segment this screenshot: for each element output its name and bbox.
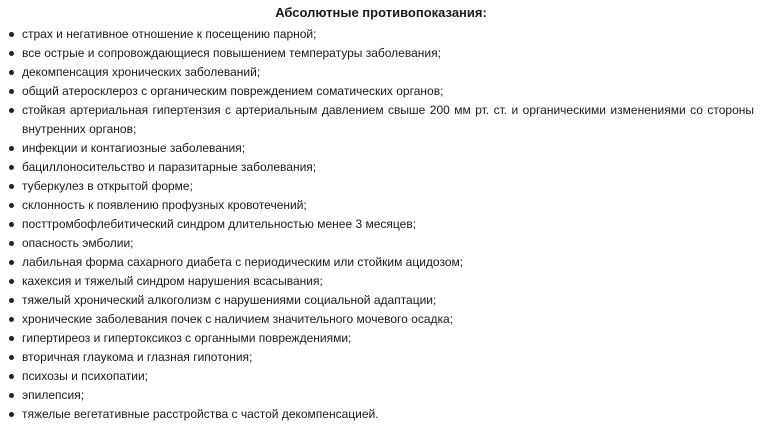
list-item: декомпенсация хронических заболеваний; xyxy=(8,63,754,82)
list-item: вторичная глаукома и глазная гипотония; xyxy=(8,348,754,367)
list-item: общий атеросклероз с органическим повреждением соматических органов; xyxy=(8,82,754,101)
list-item: инфекции и контагиозные заболевания; xyxy=(8,139,754,158)
list-item: бациллоносительство и паразитарные заболевания; xyxy=(8,158,754,177)
list-item: страх и негативное отношение к посещению парной; xyxy=(8,25,754,44)
list-item: тяжелые вегетативные расстройства с частой декомпенсацией. xyxy=(8,405,754,424)
list-item: лабильная форма сахарного диабета с периодическим или стойким ацидозом; xyxy=(8,253,754,272)
list-item: гипертиреоз и гипертоксикоз с органными повреждениями; xyxy=(8,329,754,348)
list-item: стойкая артериальная гипертензия с артериальным давлением свыше 200 мм рт. ст. и органическими изменениями со стороны внутренних органов; xyxy=(8,101,754,139)
list-item: тяжелый хронический алкоголизм с нарушениями социальной адаптации; xyxy=(8,291,754,310)
list-item: опасность эмболии; xyxy=(8,234,754,253)
list-item: хронические заболевания почек с наличием значительного мочевого осадка; xyxy=(8,310,754,329)
list-item: туберкулез в открытой форме; xyxy=(8,177,754,196)
section-title: Абсолютные противопоказания: xyxy=(275,5,487,20)
list-item: эпилепсия; xyxy=(8,386,754,405)
contraindications-list xyxy=(8,25,754,424)
list-item: все острые и сопровождающиеся повышением температуры заболевания; xyxy=(8,44,754,63)
list-item: кахексия и тяжелый синдром нарушения всасывания; xyxy=(8,272,754,291)
list-item: склонность к появлению профузных кровотечений; xyxy=(8,196,754,215)
list-item: психозы и психопатии; xyxy=(8,367,754,386)
list-item: посттромбофлебитический синдром длительностью менее 3 месяцев; xyxy=(8,215,754,234)
